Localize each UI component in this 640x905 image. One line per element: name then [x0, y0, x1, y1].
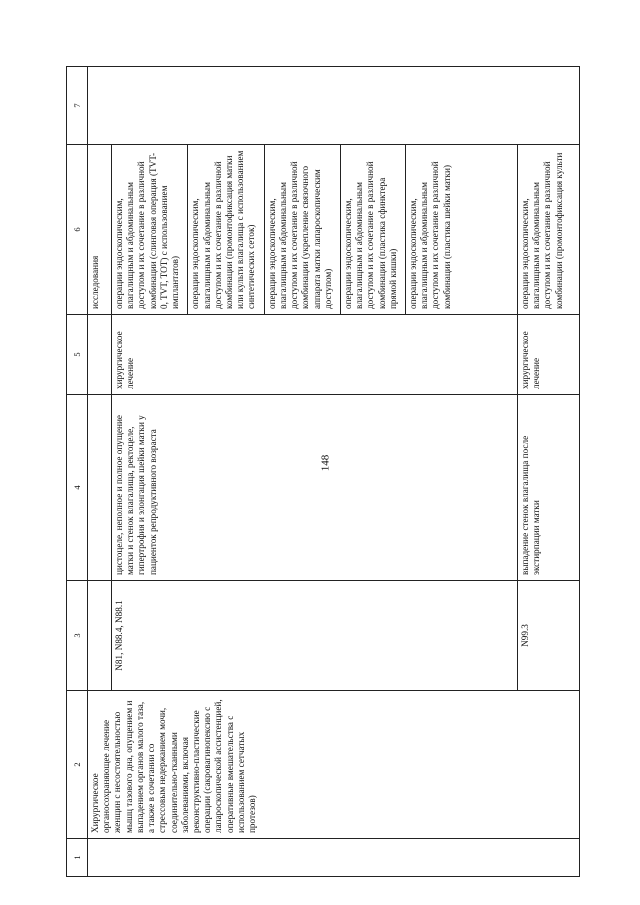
col-header-6: 6 — [67, 145, 88, 315]
procedure-item: операции эндоскопическим, влагалищным и абдоминальным доступом и их сочетание в различной комбинации (пластика сфинктера прямой кишки) — [340, 145, 405, 314]
treatment-type-cell: хирургическое лечение — [518, 315, 580, 395]
diagnosis-cell: выпадение стенок влагалища после экстирпации матки — [518, 395, 580, 581]
empty-treatment-cell — [88, 315, 112, 395]
procedures-cell — [112, 145, 518, 315]
procedure-item: операции эндоскопическим, влагалищным и абдоминальным доступом и их сочетание в различной комбинации (промонтофиксация матки или культи влагалища с использованием синтетических сеток) — [187, 145, 263, 314]
icd-code-cell: N81, N88.4, N88.1 — [112, 581, 518, 691]
method-cell-top: исследования — [88, 145, 112, 315]
diagnosis-cell: цистоцеле, неполное и полное опущение матки и стенок влагалища, ректоцеле, гипертрофия и элонгация шейки матки у пациенток репродуктивного возраста — [112, 395, 518, 581]
table-row — [88, 67, 112, 877]
procedure-item: операции эндоскопическим, влагалищным и абдоминальным доступом и их сочетание в различной комбинации (слинговая операция (TVT-0, TVT, TOT) с использованием имплантатов) — [114, 152, 181, 309]
procedures-table — [66, 66, 580, 877]
empty-col7-cell — [88, 67, 580, 145]
col-header-2: 2 — [67, 691, 88, 839]
col-header-7: 7 — [67, 67, 88, 145]
treatment-type-cell: хирургическое лечение — [112, 315, 518, 395]
rotated-table-container — [66, 67, 580, 877]
method-group-cell: Хирургическое органосохраняющее лечение женщин с несостоятельностью мышц тазового дна, опущением и выпадением органов малого таза, а также в сочетании со стрессовым недержанием мочи, соединительно-тканными заболеваниями, включая реконструктивно-пластические операции (сакровагинопексию с лапароскопической ассистенцией, оперативные вмешательства с использованием сетчатых протезов) — [88, 691, 580, 839]
col-header-5: 5 — [67, 315, 88, 395]
col-header-3: 3 — [67, 581, 88, 691]
header-row — [67, 67, 88, 877]
row-number-cell — [88, 839, 580, 877]
empty-code-cell — [88, 581, 112, 691]
empty-diagnosis-cell — [88, 395, 112, 581]
procedure-cell: операции эндоскопическим, влагалищным и абдоминальным доступом и их сочетание в различной комбинации (промонтофиксация культи — [518, 145, 580, 315]
procedure-item: операции эндоскопическим, влагалищным и абдоминальным доступом и их сочетание в различной комбинации (пластика шейки матки) — [405, 145, 459, 314]
procedure-item: операции эндоскопическим, влагалищным и абдоминальным доступом и их сочетание в различной комбинации (укрепление связочного аппарата матки лапароскопическим доступом) — [264, 145, 340, 314]
page-number: 148 — [319, 454, 332, 472]
icd-code-cell: N99.3 — [518, 581, 580, 691]
col-header-4: 4 — [67, 395, 88, 581]
col-header-1: 1 — [67, 839, 88, 877]
